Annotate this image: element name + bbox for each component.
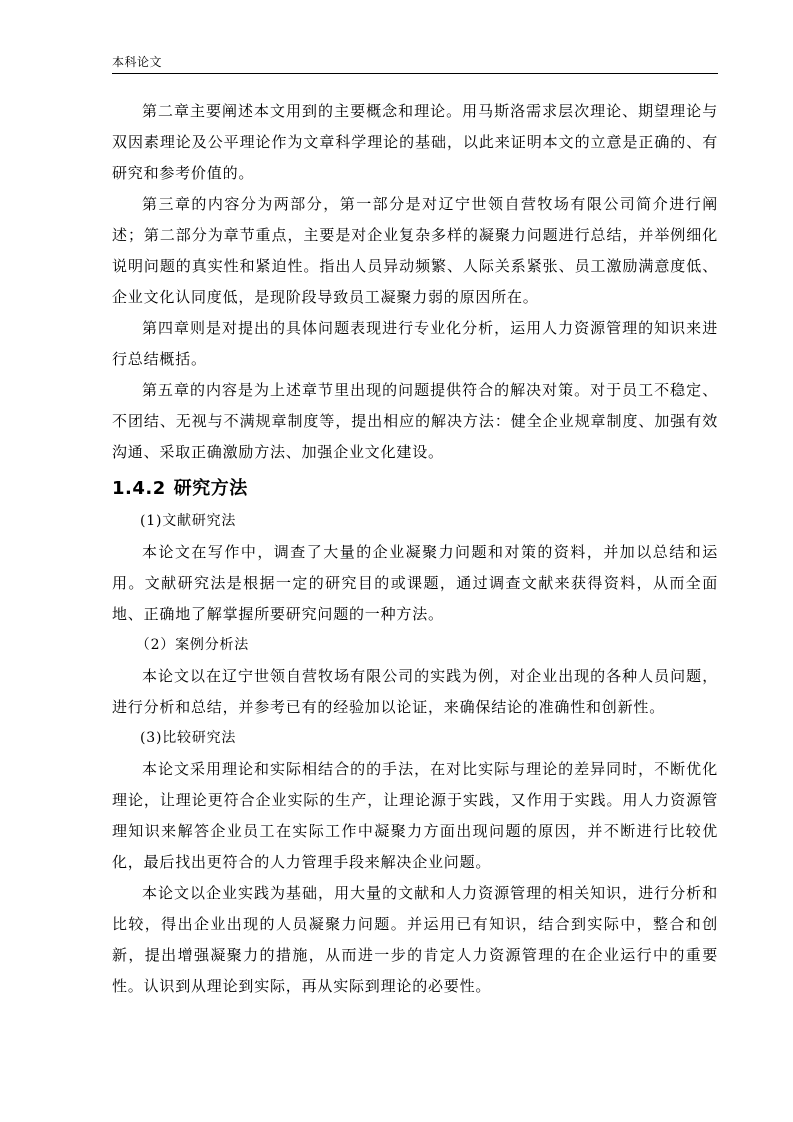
paragraph: 第四章则是对提出的具体问题表现进行专业化分析，运用人力资源管理的知识来进行总结概括。 — [112, 319, 718, 368]
header-title: 本科论文 — [112, 55, 163, 69]
paragraph: 本论文采用理论和实际相结合的的手法，在对比实际与理论的差异同时，不断优化理论，让理论更符合企业实际的生产，让理论源于实践，又作用于实践。用人力资源管理知识来解答企业员工在实际工作中凝聚力方面出现问题的原因，并不断进行比较优化，最后找出更符合的人力管理手段来解决企业问题。 — [112, 760, 718, 871]
method-label: （2）案例分析法 — [135, 637, 250, 653]
header-divider — [112, 73, 718, 74]
paragraph: 第二章主要阐述本文用到的主要概念和理论。用马斯洛需求层次理论、期望理论与双因素理论及公平理论作为文章科学理论的基础，以此来证明本文的立意是正确的、有研究和参考价值的。 — [112, 102, 718, 182]
section-title: 研究方法 — [173, 478, 248, 499]
paragraph: 本论文以在辽宁世领自营牧场有限公司的实践为例，对企业出现的各种人员问题，进行分析和总结，并参考已有的经验加以论证，来确保结论的准确性和创新性。 — [112, 667, 718, 716]
paragraph: 第三章的内容分为两部分，第一部分是对辽宁世领自营牧场有限公司简介进行阐述；第二部分为章节重点，主要是对企业复杂多样的凝聚力问题进行总结，并举例细化说明问题的真实性和紧迫性。指出人员异动频繁、人际关系紧张、员工激励满意度低、企业文化认同度低，是现阶段导致员工凝聚力弱的原因所在。 — [112, 195, 718, 306]
paragraph: 本论文以企业实践为基础，用大量的文献和人力资源管理的相关知识，进行分析和比较，得出企业出现的人员凝聚力问题。并运用已有知识，结合到实际中，整合和创新，提出增强凝聚力的措施，从而进一步的肯定人力资源管理的在企业运行中的重要性。认识到从理论到实际，再从实际到理论的必要性。 — [112, 884, 718, 995]
body-content — [112, 96, 718, 1002]
paragraph: 本论文在写作中，调查了大量的企业凝聚力问题和对策的资料，并加以总结和运用。文献研究法是根据一定的研究目的或课题，通过调查文献来获得资料，从而全面地、正确地了解掌握所要研究问题的一种方法。 — [112, 543, 718, 623]
method-label: (1)文献研究法 — [140, 513, 237, 529]
page-header — [112, 54, 718, 70]
paragraph: 第五章的内容是为上述章节里出现的问题提供符合的解决对策。对于员工不稳定、不团结、无视与不满规章制度等，提出相应的解决方法：健全企业规章制度、加强有效沟通、采取正确激励方法、加强企业文化建设。 — [112, 381, 718, 461]
section-heading — [112, 474, 718, 504]
method-label: (3)比较研究法 — [140, 730, 237, 746]
section-number: 1.4.2 — [112, 478, 166, 499]
